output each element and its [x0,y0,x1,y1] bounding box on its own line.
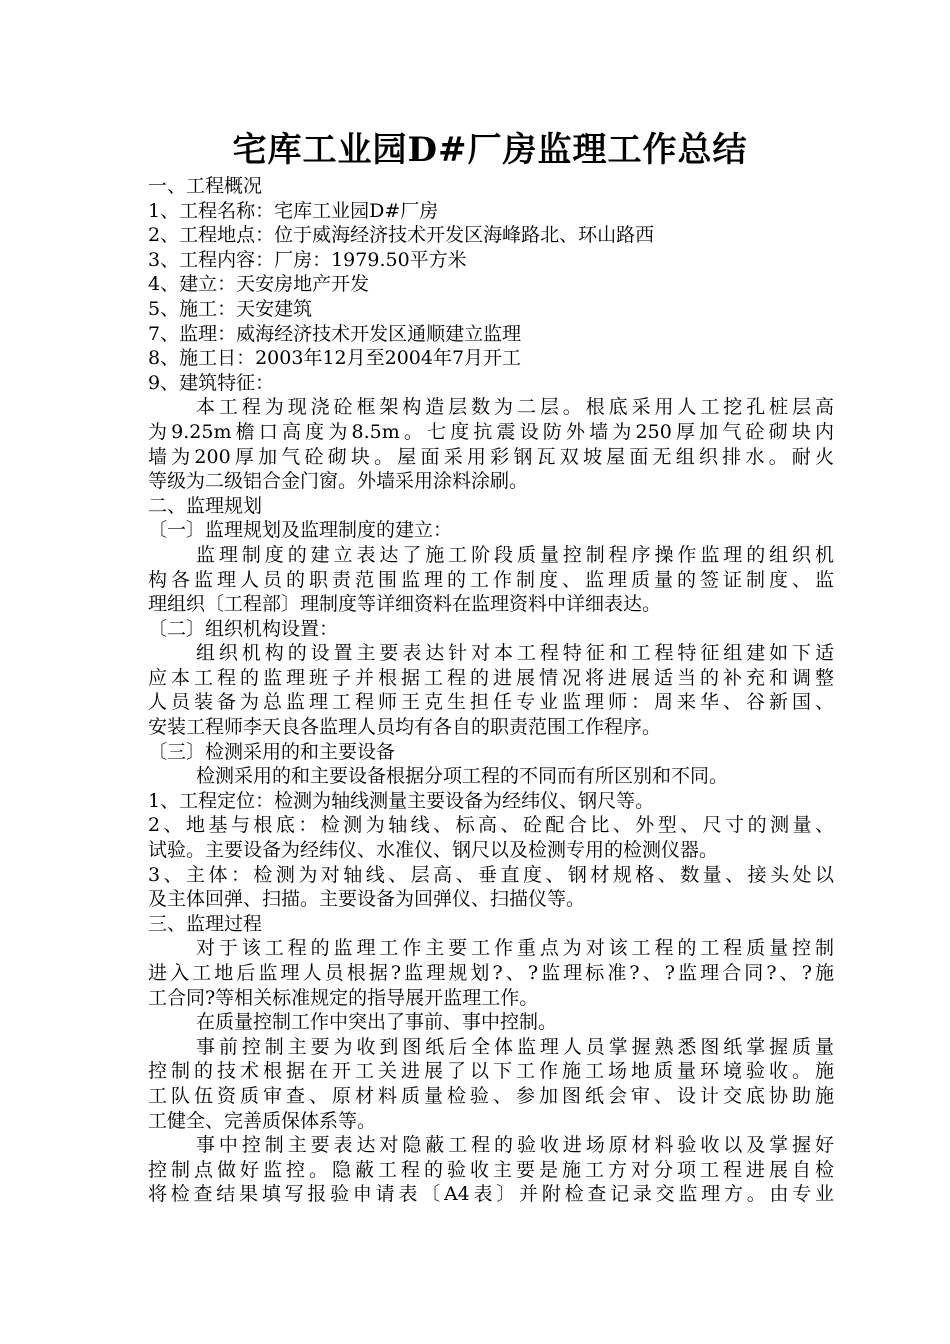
text-line: 9、建筑特征： [148,371,275,394]
text-line: 2、地基与根底：检测为轴线、标高、砼配合比、外型、尺寸的测量、 [148,814,834,837]
text-line: 等级为二级铝合金门窗。外墙采用涂料涂刷。 [148,470,529,493]
text-line: 对于该工程的监理工作主要工作重点为对该工程的工程质量控制 [196,937,834,960]
text-line: 〔三〕检测采用的和主要设备 [148,740,396,763]
text-line: 控制点做好监控。隐蔽工程的验收主要是施工方对分项工程进展自检 [148,1158,834,1181]
document-body [148,174,834,1207]
text-line: 理组织〔工程部〕理制度等详细资料在监理资料中详细表达。 [148,593,662,616]
text-line: 及主体回弹、扫描。主要设备为回弹仪、扫描仪等。 [148,888,586,911]
text-line: 8、施工日：2003年12月至2004年7月开工 [148,347,522,370]
text-line: 人员装备为总监理工程师王克生担任专业监理师：周来华、谷新国、 [148,691,834,714]
text-line: 三、监理过程 [148,912,263,935]
text-line: 本工程为现浇砼框架构造层数为二层。根底采用人工挖孔桩层高 [196,396,834,419]
text-line: 组织机构的设置主要表达针对本工程特征和工程特征组建如下适 [196,642,834,665]
text-line: 墙为200厚加气砼砌块。屋面采用彩钢瓦双坡屋面无组织排水。耐火 [148,445,834,468]
text-line: 工队伍资质审查、原材料质量检验、参加图纸会审、设计交底协助施 [148,1084,834,1107]
text-line: 为9.25m檐口高度为8.5m。七度抗震设防外墙为250厚加气砼砌块内 [148,420,834,443]
text-line: 〔二〕组织机构设置： [148,617,339,640]
text-line: 检测采用的和主要设备根据分项工程的不同而有所区别和不同。 [196,765,729,788]
text-line: 4、建立：天安房地产开发 [148,273,370,296]
text-line: 事中控制主要表达对隐蔽工程的验收进场原材料验收以及掌握好 [196,1134,834,1157]
text-line: 7、监理：威海经济技术开发区通顺建立监理 [148,322,522,345]
document-title: 宅库工业园D#厂房监理工作总结 [232,130,748,170]
text-line: 构各监理人员的职责范围监理的工作制度、监理质量的签证制度、监 [148,568,834,591]
text-line: 3、主体：检测为对轴线、层高、垂直度、钢材规格、数量、接头处以 [148,863,834,886]
text-line: 工健全、完善质保体系等。 [148,1109,377,1132]
text-line: 应本工程的监理班子并根据工程的进展情况将进展适当的补充和调整 [148,666,834,689]
text-line: 一、工程概况 [148,175,263,197]
text-line: 工合同?等相关标准规定的指导展开监理工作。 [148,986,539,1009]
text-line: 在质量控制工作中突出了事前、事中控制。 [196,1011,558,1034]
text-line: 二、监理规划 [148,494,263,517]
text-line: 控制的技术根据在开工关进展了以下工作施工场地质量环境验收。施 [148,1060,834,1083]
text-line: 3、工程内容：厂房：1979.50平方米 [148,248,467,271]
text-line: 1、工程定位：检测为轴线测量主要设备为经纬仪、钢尺等。 [148,789,655,812]
text-line: 2、工程地点：位于威海经济技术开发区海峰路北、环山路西 [148,224,655,247]
text-line: 试验。主要设备为经纬仪、水准仪、钢尺以及检测专用的检测仪器。 [148,839,719,862]
text-line: 进入工地后监理人员根据?监理规划?、?监理标准?、?监理合同?、?施 [148,962,834,984]
text-line: 〔一〕监理规划及监理制度的建立： [148,519,453,542]
text-line: 安装工程师李天良各监理人员均有各自的职责范围工作程序。 [148,716,662,739]
text-line: 5、施工：天安建筑 [148,297,313,320]
text-line: 监理制度的建立表达了施工阶段质量控制程序操作监理的组织机 [196,543,834,566]
text-line: 1、工程名称：宅库工业园D#厂房 [148,199,439,222]
text-line: 将检查结果填写报验申请表〔A4表〕并附检查记录交监理方。由专业 [148,1183,834,1206]
text-line: 事前控制主要为收到图纸后全体监理人员掌握熟悉图纸掌握质量 [196,1035,834,1058]
